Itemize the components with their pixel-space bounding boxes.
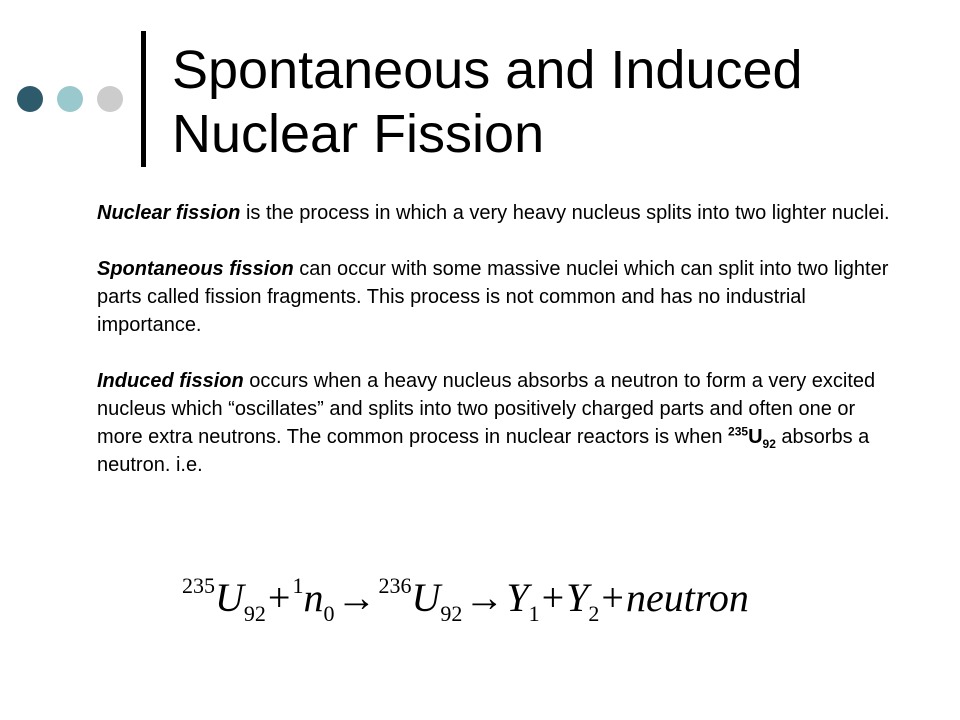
- gray-dot: [97, 86, 123, 112]
- u236-symbol: U: [411, 575, 441, 620]
- y1-subscript: 1: [528, 601, 540, 626]
- term-induced-fission: Induced fission: [97, 370, 244, 392]
- slide-body: [97, 199, 897, 479]
- isotope-symbol: U: [748, 426, 763, 448]
- isotope-atomic-number: 92: [762, 437, 776, 451]
- term-nuclear-fission: Nuclear fission: [97, 202, 241, 224]
- neutron-number: 0: [323, 601, 335, 626]
- paragraph-text: occurs when a heavy nucleus absorbs a neutron to form a very excited nucleus which “oscillates” and splits into two positively charged parts and often one or more extra neutrons. The common process in nuclear reactors is when: [97, 370, 876, 448]
- paragraph-text: can occur with some massive nuclei which can split into two lighter parts called fission fragments. This process is not common and has no industrial importance.: [97, 258, 889, 336]
- title-line-2: Nuclear Fission: [172, 104, 545, 164]
- plus-sign: +: [541, 575, 565, 620]
- y2-symbol: Y: [566, 575, 589, 620]
- plus-sign: +: [601, 575, 624, 620]
- slide-title: [172, 38, 932, 166]
- paragraph-induced-fission: [97, 367, 897, 479]
- title-divider-bar: [141, 31, 146, 167]
- u236-mass: 236: [378, 573, 412, 598]
- u235-number: 92: [243, 601, 266, 626]
- isotope-mass-number: 235: [728, 424, 749, 439]
- paragraph-text: is the process in which a very heavy nucleus splits into two lighter nuclei.: [240, 202, 890, 224]
- u236-number: 92: [440, 601, 463, 626]
- paragraph-nuclear-fission: [97, 199, 897, 227]
- u235-mass: 235: [182, 573, 215, 598]
- title-line-1: Spontaneous and Induced: [172, 40, 803, 100]
- y2-subscript: 2: [588, 601, 600, 626]
- fission-equation: [182, 562, 822, 626]
- decorative-dots: [17, 86, 127, 116]
- paragraph-spontaneous-fission: [97, 255, 897, 339]
- neutron-word: neutron: [625, 575, 749, 620]
- isotope-u235: [728, 424, 776, 451]
- term-spontaneous-fission: Spontaneous fission: [97, 258, 294, 280]
- neutron-mass: 1: [292, 573, 304, 598]
- arrow-icon: →: [336, 575, 377, 620]
- plus-sign: +: [267, 575, 291, 620]
- arrow-icon: →: [464, 575, 505, 620]
- neutron-symbol: n: [303, 575, 324, 620]
- paragraph-tail: absorbs a neutron. i.e.: [97, 426, 870, 476]
- u235-symbol: U: [215, 575, 244, 620]
- y1-symbol: Y: [506, 575, 529, 620]
- dark-teal-dot: [17, 86, 43, 112]
- light-teal-dot: [57, 86, 83, 112]
